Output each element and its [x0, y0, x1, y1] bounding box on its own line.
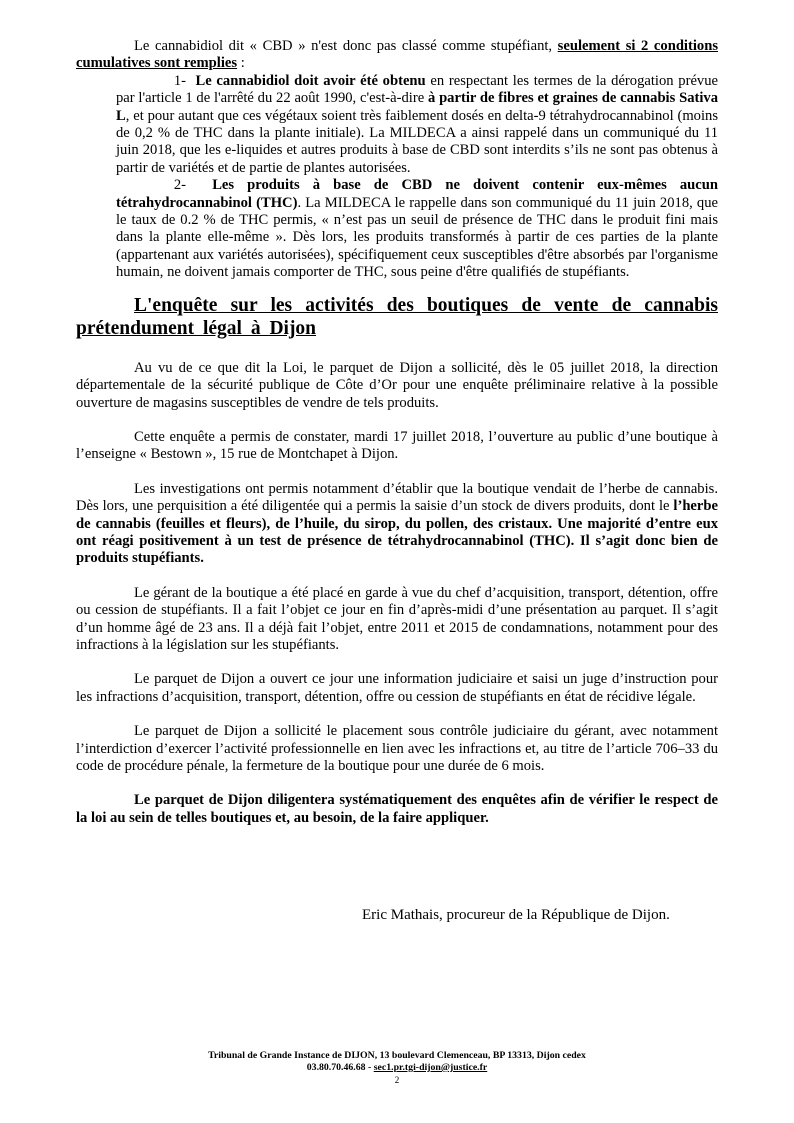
- footer-contact: [0, 1062, 794, 1074]
- section-title: L'enquête sur les activités des boutiques de vente de cannabis prétendument légal à Dijon: [76, 294, 718, 339]
- paragraph-5: Le parquet de Dijon a ouvert ce jour une information judiciaire et saisi un juge d’instruction pour les infractions d’acquisition, transport, détention, offre ou cession de stupéfiants en état de récidive légale.: [76, 671, 718, 705]
- footer-phone: 03.80.70.46.68 -: [306, 1062, 374, 1073]
- paragraph-7-bold: Le parquet de Dijon diligentera systématiquement des enquêtes afin de vérifier le respect de la loi au sein de telles boutiques et, au besoin, de la faire appliquer.: [76, 792, 718, 826]
- condition-2-bold-1: Les produits à base de CBD ne doivent contenir eux-mêmes aucun tétrahydrocannabinol (THC): [116, 177, 718, 211]
- condition-2-number: 2-: [173, 177, 186, 194]
- paragraph-1: Au vu de ce que dit la Loi, le parquet de Dijon a sollicité, dès le 05 juillet 2018, la direction départementale de la sécurité publique de Côte d’Or pour une enquête préliminaire relative à la possible ouverture de magasins susceptibles de vendre de tels produits.: [76, 359, 718, 411]
- intro-tail: :: [237, 55, 245, 72]
- condition-2: [116, 177, 718, 281]
- condition-1: [116, 73, 718, 177]
- condition-1-text-2: , et pour autant que ces végétaux soient très faiblement dosés en delta-9 tétrahydrocannabinol (moins de 0,2 % de THC dans la plante initiale). La MILDECA a ainsi rappelé dans un communiqué du 11 juin 2018, que les e-liquides et autres produits à base de CBD sont interdits s’ils ne sont pas obtenus à partir de variétés et de partie de plantes autorisées.: [116, 107, 718, 176]
- paragraph-3: [76, 481, 718, 568]
- paragraph-3-text: Les investigations ont permis notamment d’établir que la boutique vendait de l’herbe de cannabis. Dès lors, une perquisition a été diligentée qui a permis la saisie d’un stock de divers produits, dont le: [76, 480, 718, 515]
- paragraph-6: Le parquet de Dijon a sollicité le placement sous contrôle judiciaire du gérant, avec notamment l’interdiction d’exercer l’activité professionnelle en lien avec les infractions et, au titre de l’article 706–33 du code de procédure pénale, la fermeture de la boutique pour une durée de 6 mois.: [76, 723, 718, 774]
- condition-1-text-1: en respectant les termes de la dérogation prévue par l'article 1 de l'arrêté du 22 août 1990, c'est-à-dire: [116, 72, 718, 107]
- condition-1-bold-2: à partir de fibres et graines de cannabis Sativa L: [116, 90, 719, 124]
- paragraph-2: Cette enquête a permis de constater, mardi 17 juillet 2018, l’ouverture au public d’une boutique à l’enseigne « Bestown », 15 rue de Montchapet à Dijon.: [76, 428, 718, 463]
- condition-1-bold-1: Le cannabidiol doit avoir été obtenu: [195, 72, 426, 89]
- footer-address: Tribunal de Grande Instance de DIJON, 13 boulevard Clemenceau, BP 13313, Dijon cedex: [208, 1050, 586, 1061]
- condition-2-text-1: . La MILDECA le rappelle dans son communiqué du 11 juin 2018, que le taux de 0.2 % de THC permis, « n’est pas un seuil de présence de THC dans le produit fini mais dans la plante elle-même ». Dès lors, les produits transformés à partir de ces parties de la plante (appartenant aux variétés autorisées), spécifiquement ceux susceptibles d'être absorbés par l'organisme humain, ne doivent jamais comporter de THC, sous peine d'être qualifiés de stupéfiants.: [116, 194, 718, 281]
- intro-paragraph: [76, 38, 718, 73]
- intro-conditions-emphasis: seulement si 2 conditions cumulatives sont remplies: [76, 38, 718, 72]
- document-body: [76, 38, 718, 925]
- intro-text: Le cannabidiol dit « CBD » n'est donc pas classé comme stupéfiant,: [134, 38, 558, 54]
- paragraph-3-bold: l’herbe de cannabis (feuilles et fleurs), de l’huile, du sirop, du pollen, des cristaux. Une majorité d’entre eux ont réagi positivement à un test de présence de tétrahydrocannabinol (THC). Il s’agit donc bien de produits stupéfiants.: [76, 498, 718, 567]
- paragraph-4: Le gérant de la boutique a été placé en garde à vue du chef d’acquisition, transport, détention, offre ou cession de stupéfiants. Il a fait l’objet ce jour en fin d’après-midi d’une présentation au parquet. Il s’agit d’un homme âgé de 23 ans. Il a déjà fait l’objet, entre 2011 et 2015 de condamnations, notamment pour des infractions à la législation sur les stupéfiants.: [76, 584, 718, 653]
- signature: Eric Mathais, procureur de la République de Dijon.: [362, 907, 670, 924]
- page-footer: [0, 1050, 794, 1086]
- page-number: 2: [394, 1075, 400, 1085]
- footer-email-link[interactable]: sec1.pr.tgi-dijon@justice.fr: [373, 1062, 488, 1073]
- paragraph-7: [76, 792, 718, 827]
- condition-1-number: 1-: [173, 72, 186, 89]
